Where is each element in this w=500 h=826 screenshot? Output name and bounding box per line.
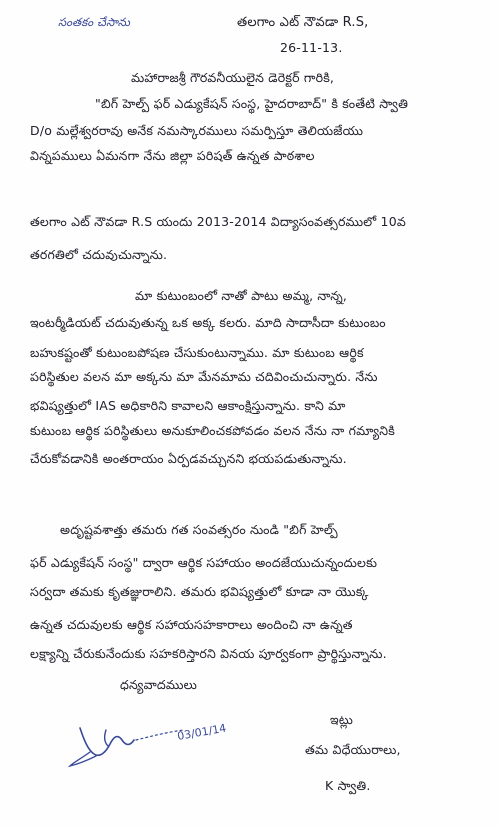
signed-note: సంతకం చేసాను: [58, 15, 131, 29]
body-line: సర్వదా తమకు కృతజ్ఞురాలిని. తమరు భవిష్యత్తులో కూడా నా యొక్క: [30, 584, 369, 599]
body-line: పరిస్థితుల వలన మా అక్కను మా మేనమామ చదివించుచున్నారు. నేను: [30, 369, 378, 384]
letter-date: 26-11-13.: [280, 40, 343, 55]
salutation-line: మహారాజశ్రీ గౌరవనీయులైన డెరెక్టర్ గారికి,: [131, 70, 335, 85]
body-line: "బిగ్ హెల్ప్ ఫర్ ఎడ్యుకేషన్ సంస్థ, హైదరాబాద్" కి కంతేటి స్వాతి: [95, 96, 409, 111]
body-line: చేరుకోవడానికి అంతరాయం ఏర్పడవచ్చునని భయపడుతున్నాను.: [30, 451, 347, 466]
closing-yours: ఇట్లు: [330, 712, 353, 727]
body-line: కుటుంబ ఆర్థిక పరిస్థితులు అనుకూలించకపోవడం వలన నేను నా గమ్యానికి: [30, 423, 395, 438]
body-line: అదృష్టవశాత్తు తమరు గత సంవత్సరం నుండి "బిగ్ హెల్ప్: [60, 522, 338, 537]
thanks-line: ధన్యవాదములు: [120, 677, 198, 692]
body-line: తలగాం ఎట్ నౌవడా R.S యందు 2013-2014 విద్యాసంవత్సరములో 10వ: [30, 214, 406, 229]
closing-obedient: తమ విధేయురాలు,: [305, 742, 401, 757]
closing-name: K స్వాతి.: [325, 778, 371, 793]
body-line: D/o మల్లేశ్వరరావు అనేక నమస్కారములు సమర్పిస్తూ తెలియజేయు: [30, 123, 364, 138]
body-line: భవిష్యత్తులో IAS అధికారిని కావాలని ఆకాంక్షిస్తున్నాను. కాని మా: [30, 398, 346, 413]
body-line: తరగతిలో చదువుచున్నాను.: [30, 247, 168, 262]
body-line: ఫర్ ఎడ్యుకేషన్ సంస్థ" ద్వారా ఆర్థిక సహాయం అందజేయుచున్నందులకు: [30, 555, 378, 570]
handwritten-signature: [60, 700, 240, 770]
body-line: విన్నపములు ఏమనగా నేను జిల్లా పరిషత్ ఉన్నత పాఠశాల: [30, 148, 315, 163]
body-line: ఉన్నత చదువులకు ఆర్థిక సహాయసహకారాలు అందించి నా ఉన్నత: [30, 617, 353, 632]
sender-address: తలగాం ఎట్ నౌవడా R.S,: [237, 15, 369, 30]
body-line: బహుకష్టంతో కుటుంబపోషణ చేసుకుంటున్నాము. మా కుటుంబ ఆర్థిక: [30, 345, 364, 360]
signature-date: 03/01/14: [176, 721, 228, 743]
body-line: లక్ష్యాన్ని చేరుకునేందుకు సహకరిస్తారని వినయ పూర్వకంగా ప్రార్థిస్తున్నాను.: [30, 646, 387, 661]
body-line: మా కుటుంబంలో నాతో పాటు అమ్మ, నాన్న,: [135, 288, 348, 303]
body-line: ఇంటర్మీడియట్ చదువుతున్న ఒక అక్క కలరు. మాది సాదాసీదా కుటుంబం: [30, 315, 386, 330]
